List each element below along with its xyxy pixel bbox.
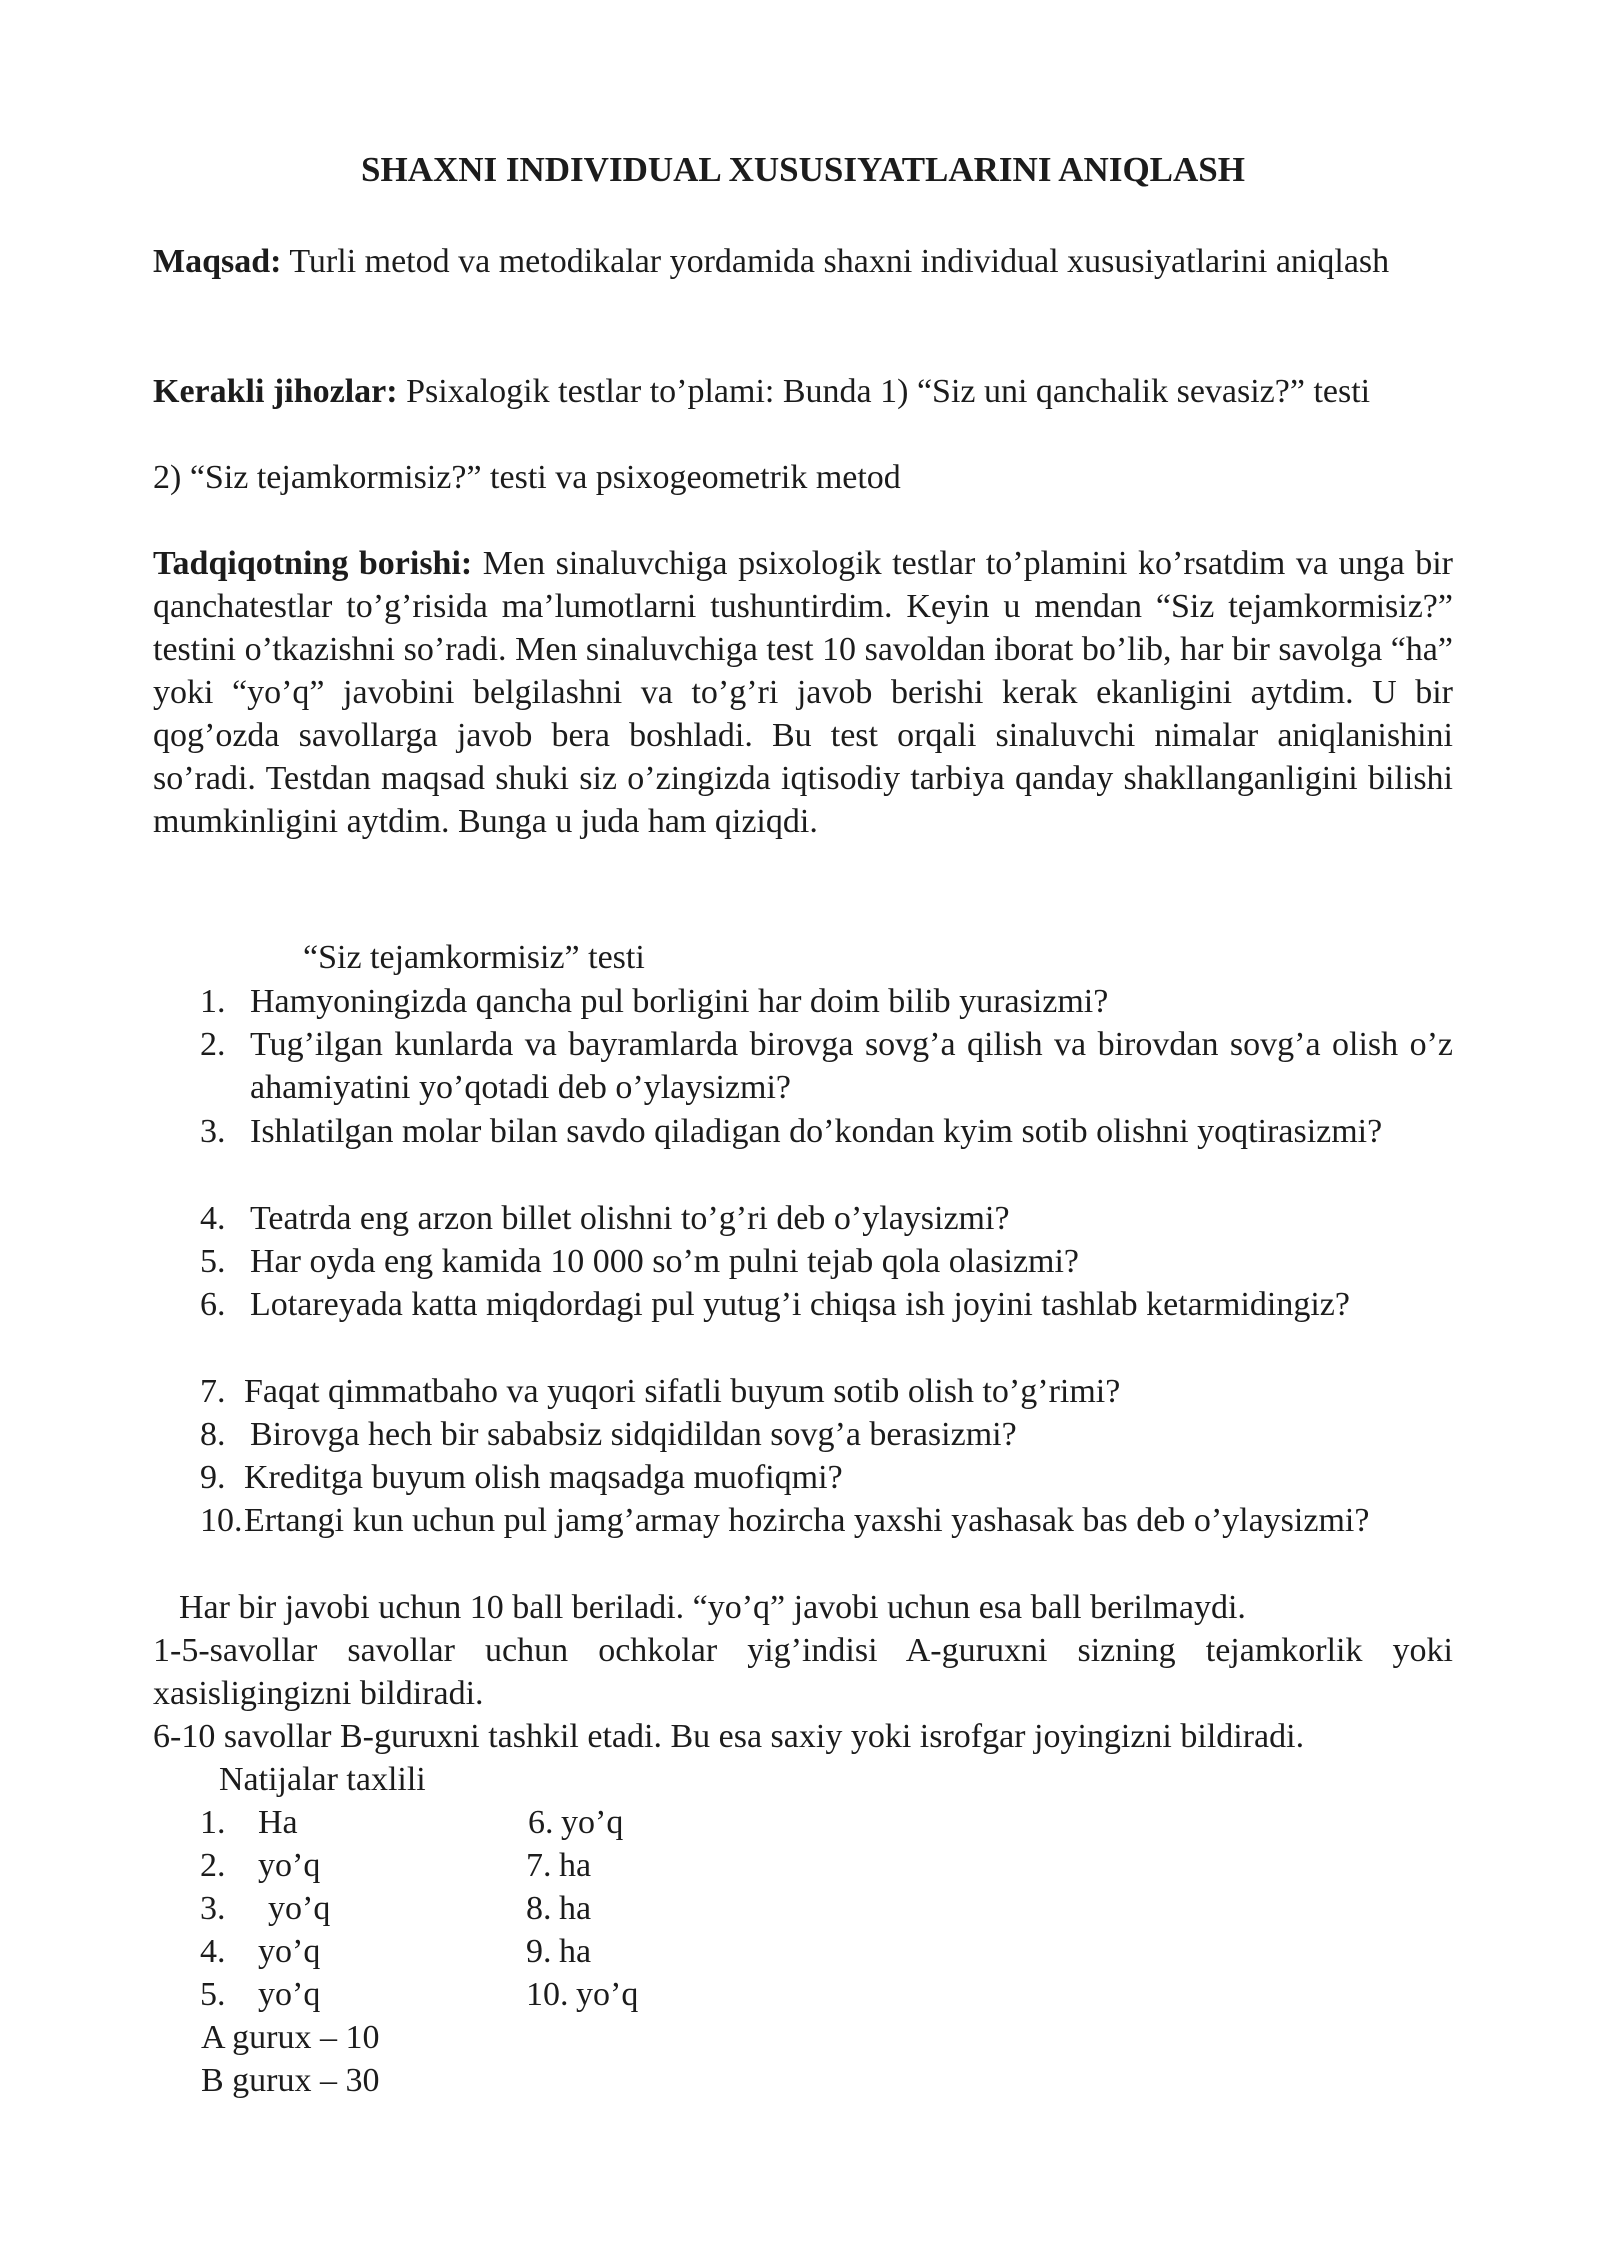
scoring-line-3: 6-10 savollar B-guruxni tashkil etadi. Bu esa saxiy yoki isrofgar joyingizni bildiradi. bbox=[153, 1718, 1305, 1755]
question-text: Ertangi kun uchun pul jamg’armay hozircha yaxshi yashasak bas deb o’ylaysizmi? bbox=[244, 1502, 1370, 1539]
result-number: 3. bbox=[200, 1890, 226, 1927]
result-answer: ha bbox=[559, 1933, 592, 1970]
borishi-label: Tadqiqotning borishi: bbox=[153, 545, 473, 582]
question-number: 3. bbox=[200, 1113, 226, 1150]
result-number: 1. bbox=[200, 1804, 226, 1841]
question-text: Kreditga buyum olish maqsadga muofiqmi? bbox=[244, 1459, 843, 1496]
question-number: 7. bbox=[200, 1373, 226, 1410]
jihozlar-text: Psixalogik testlar to’plami: Bunda 1) “Siz uni qanchalik sevasiz?” testi bbox=[406, 373, 1371, 410]
maqsad-text: Turli metod va metodikalar yordamida shaxni individual xususiyatlarini aniqlash bbox=[289, 243, 1390, 280]
scoring-line-2: 1-5-savollar savollar uchun ochkolar yig’indisi A-guruxni sizning tejamkorlik yoki xasisligingizni bildiradi. bbox=[153, 1632, 1453, 1712]
question-text: Teatrda eng arzon billet olishni to’g’ri deb o’ylaysizmi? bbox=[250, 1200, 1010, 1237]
scoring-line-1: Har bir javobi uchun 10 ball beriladi. “yo’q” javobi uchun esa ball berilmaydi. bbox=[179, 1589, 1246, 1626]
result-answer: yo’q bbox=[258, 1933, 321, 1970]
question-text: Har oyda eng kamida 10 000 so’m pulni tejab qola olasizmi? bbox=[250, 1243, 1080, 1280]
result-number: 9. bbox=[526, 1933, 552, 1970]
maqsad-paragraph bbox=[153, 240, 1453, 283]
question-number: 9. bbox=[200, 1459, 226, 1496]
result-answer: Ha bbox=[258, 1804, 298, 1841]
question-number: 5. bbox=[200, 1243, 226, 1280]
jihozlar-line2: 2) “Siz tejamkormisiz?” testi va psixogeometrik metod bbox=[153, 459, 901, 496]
result-number: 5. bbox=[200, 1976, 226, 2013]
result-answer: ha bbox=[559, 1847, 592, 1884]
result-number: 2. bbox=[200, 1847, 226, 1884]
question-number: 1. bbox=[200, 983, 226, 1020]
question-text: Ishlatilgan molar bilan savdo qiladigan do’kondan kyim sotib olishni yoqtirasizmi? bbox=[250, 1113, 1383, 1150]
group-b-result: B gurux – 30 bbox=[201, 2062, 380, 2099]
borishi-paragraph bbox=[153, 542, 1453, 843]
result-number: 4. bbox=[200, 1933, 226, 1970]
question-number: 4. bbox=[200, 1200, 226, 1237]
results-title: Natijalar taxlili bbox=[219, 1761, 426, 1798]
question-number: 6. bbox=[200, 1286, 226, 1323]
maqsad-label: Maqsad: bbox=[153, 243, 282, 280]
question-text: Birovga hech bir sababsiz sidqidildan sovg’a berasizmi? bbox=[250, 1416, 1017, 1453]
result-answer: yo’q bbox=[268, 1890, 331, 1927]
borishi-text: Men sinaluvchiga psixologik testlar to’plamini ko’rsatdim va unga bir qanchatestlar to’g’risida ma’lumotlarni tushuntirdim. Keyin u mendan “Siz tejamkormisiz?” testini o’tkazishni so’radi. Men sinaluvchiga test 10 savoldan iborat bo’lib, har bir savolga “ha” yoki “yo’q” javobini belgilashni va to’g’ri javob berishi kerak ekanligini aytdim. U bir qog’ozda savollarga javob bera boshladi. Bu test orqali sinaluvchi nimalar aniqlanishini so’radi. Testdan maqsad shuki siz o’zingizda iqtisodiy tarbiya qanday shakllanganligini bilishi mumkinligini aytdim. Bunga u juda ham qiziqdi. bbox=[153, 545, 1453, 840]
result-answer: yo’q bbox=[258, 1847, 321, 1884]
jihozlar-label: Kerakli jihozlar: bbox=[153, 373, 398, 410]
jihozlar-paragraph bbox=[153, 370, 1453, 413]
result-number: 6. bbox=[528, 1804, 554, 1841]
result-answer: yo’q bbox=[561, 1804, 624, 1841]
result-answer: ha bbox=[559, 1890, 592, 1927]
result-answer: yo’q bbox=[576, 1976, 639, 2013]
page-title: SHAXNI INDIVIDUAL XUSUSIYATLARINI ANIQLASH bbox=[361, 150, 1245, 189]
question-number: 10. bbox=[200, 1502, 243, 1539]
result-number: 8. bbox=[526, 1890, 552, 1927]
question-text: Lotareyada katta miqdordagi pul yutug’i chiqsa ish joyini tashlab ketarmidingiz? bbox=[250, 1286, 1350, 1323]
question-number: 2. bbox=[200, 1026, 226, 1063]
result-answer: yo’q bbox=[258, 1976, 321, 2013]
question-text: Faqat qimmatbaho va yuqori sifatli buyum sotib olish to’g’rimi? bbox=[244, 1373, 1121, 1410]
result-number: 10. bbox=[526, 1976, 569, 2013]
test-title: “Siz tejamkormisiz” testi bbox=[303, 939, 645, 976]
question-number: 8. bbox=[200, 1416, 226, 1453]
result-number: 7. bbox=[526, 1847, 552, 1884]
question-text: Hamyoningizda qancha pul borligini har doim bilib yurasizmi? bbox=[250, 983, 1109, 1020]
question-text: Tug’ilgan kunlarda va bayramlarda birovga sovg’a qilish va birovdan sovg’a olish o’z ahamiyatini yo’qotadi deb o’ylaysizmi? bbox=[250, 1026, 1453, 1106]
group-a-result: A gurux – 10 bbox=[201, 2019, 380, 2056]
